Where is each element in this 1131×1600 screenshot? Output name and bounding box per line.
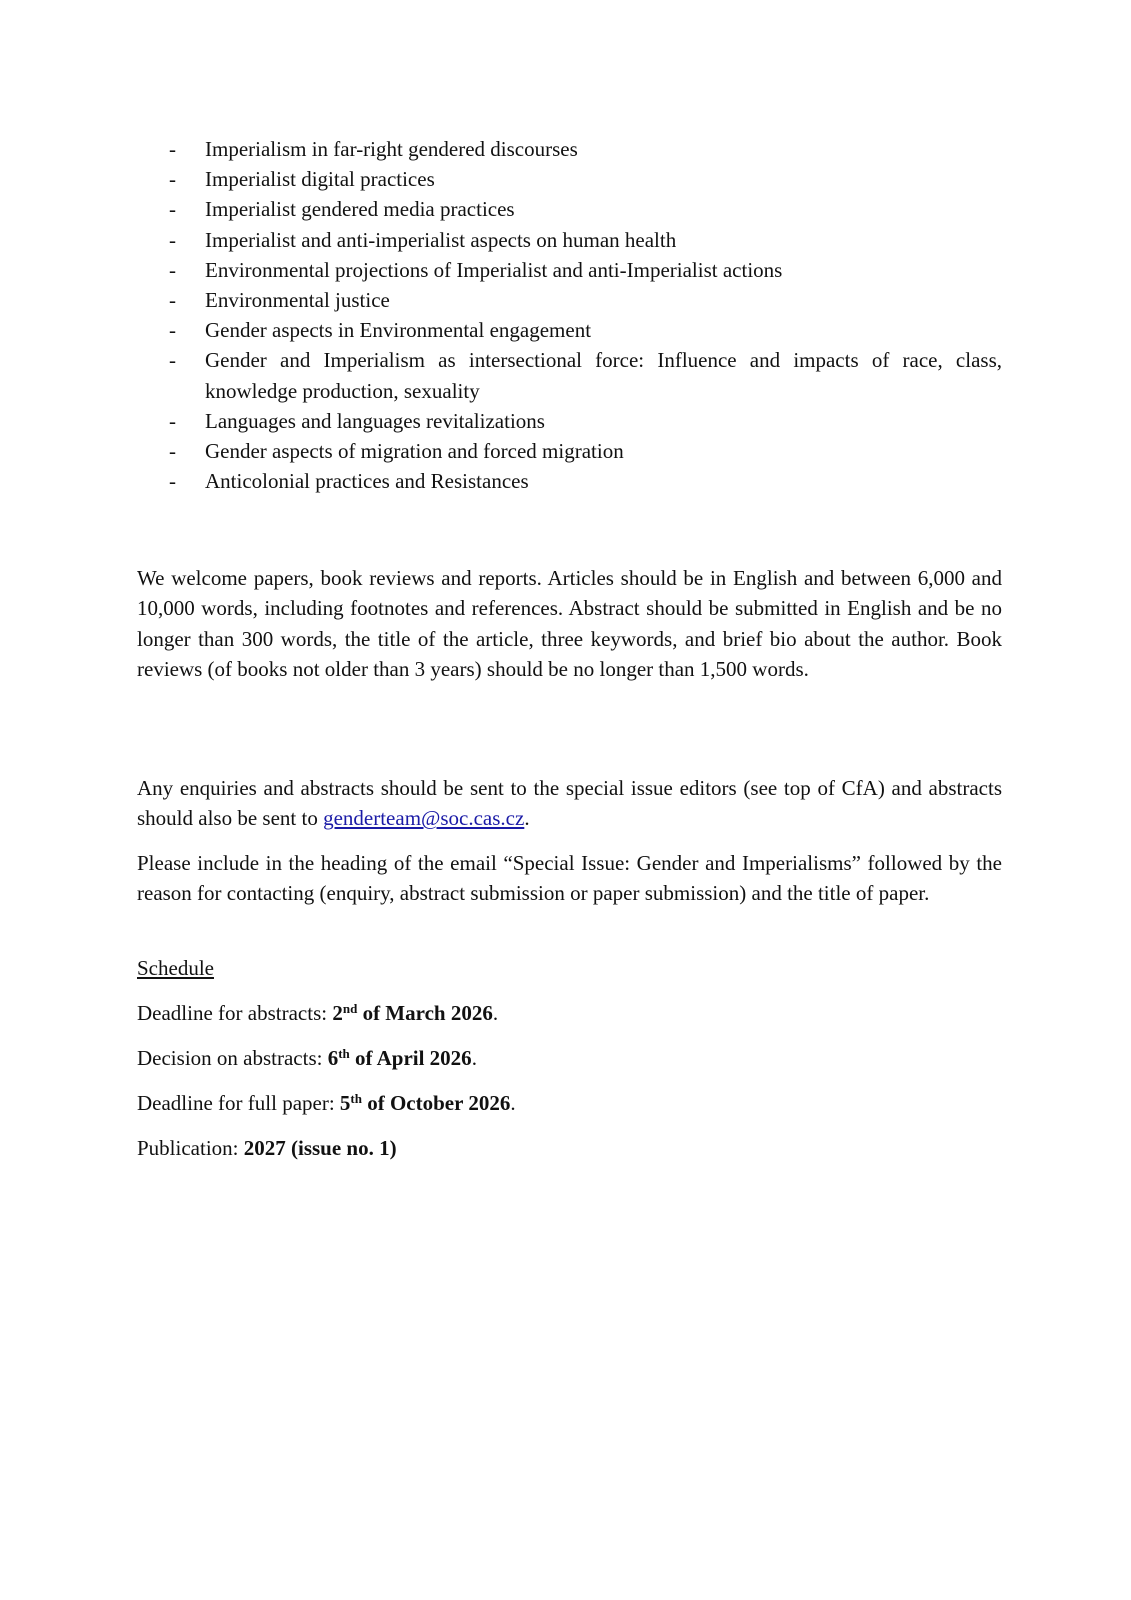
date-suffix: nd bbox=[342, 1001, 358, 1016]
list-item bbox=[166, 285, 1002, 315]
date-day: 5 bbox=[339, 1091, 351, 1115]
topic-text: Gender aspects in Environmental engagement bbox=[205, 318, 592, 343]
date-suffix: th bbox=[350, 1091, 362, 1106]
schedule-date bbox=[340, 1091, 510, 1115]
list-item bbox=[166, 164, 1002, 194]
schedule-date bbox=[332, 1001, 492, 1025]
topic-text: Imperialism in far-right gendered discourses bbox=[205, 137, 578, 161]
schedule-item bbox=[137, 1088, 516, 1118]
date-suffix: th bbox=[338, 1046, 350, 1061]
topic-text: Environmental justice bbox=[205, 288, 390, 313]
date-day: 2027 (issue no. 1) bbox=[243, 1136, 397, 1160]
schedule-end: . bbox=[492, 1001, 499, 1025]
topic-text: Environmental projections of Imperialist and anti-Imperialist actions bbox=[205, 257, 783, 282]
topic-text: Gender aspects of migration and forced migration bbox=[205, 439, 624, 464]
topic-text: Imperialist gendered media practices bbox=[205, 197, 515, 222]
enquiries-end: . bbox=[524, 806, 530, 831]
schedule-label: Deadline for full paper: bbox=[137, 1091, 340, 1115]
schedule-label: Publication: bbox=[137, 1136, 244, 1160]
list-item bbox=[166, 345, 1002, 405]
topic-text: Gender and Imperialism as intersectional force: Influence and impacts of race, class, knowledge production, sexuality bbox=[205, 348, 1002, 403]
list-item bbox=[166, 225, 1002, 255]
date-day: 6 bbox=[327, 1046, 339, 1070]
schedule-end: . bbox=[510, 1091, 516, 1115]
schedule-label: Deadline for abstracts: bbox=[137, 1001, 333, 1025]
list-item bbox=[166, 194, 1002, 224]
list-item bbox=[166, 406, 1002, 436]
schedule-item bbox=[137, 1133, 397, 1163]
bullet-dash: - bbox=[169, 167, 176, 192]
bullet-dash: - bbox=[169, 348, 176, 373]
enquiries-text: Any enquiries and abstracts should be sent to the special issue editors (see top of CfA) and abstracts should also be sent to bbox=[137, 776, 1002, 831]
date-day: 2 bbox=[332, 1001, 343, 1025]
submission-guidelines-paragraph: We welcome papers, book reviews and reports. Articles should be in English and between 6,000 and 10,000 words, including footnotes and references. Abstract should be submitted in English and be no longer than 300 words, the title of the article, three keywords, and brief bio about the author. Book reviews (of books not older than 3 years) should be no longer than 1,500 words. bbox=[137, 566, 1002, 682]
enquiries-paragraph bbox=[137, 773, 1002, 834]
bullet-dash: - bbox=[169, 257, 176, 282]
bullet-dash: - bbox=[169, 408, 176, 433]
bullet-dash: - bbox=[169, 318, 176, 343]
topic-text: Imperialist and anti-imperialist aspects on human health bbox=[205, 227, 677, 252]
date-rest: of April 2026 bbox=[349, 1046, 472, 1070]
list-item bbox=[166, 255, 1002, 285]
bullet-dash: - bbox=[169, 197, 176, 222]
bullet-dash: - bbox=[169, 288, 176, 313]
schedule-end: . bbox=[471, 1046, 477, 1070]
topic-text: Imperialist digital practices bbox=[205, 167, 435, 192]
bullet-dash: - bbox=[169, 227, 176, 252]
topics-list bbox=[166, 134, 1002, 496]
schedule-date bbox=[328, 1046, 472, 1070]
list-item bbox=[166, 315, 1002, 345]
date-rest: of October 2026 bbox=[361, 1091, 511, 1115]
schedule-item bbox=[137, 1043, 477, 1073]
list-item bbox=[166, 436, 1002, 466]
list-item bbox=[166, 134, 1002, 164]
email-heading-instructions: Please include in the heading of the email “Special Issue: Gender and Imperialisms” followed by the reason for contacting (enquiry, abstract submission or paper submission) and the title of paper. bbox=[137, 851, 1002, 906]
bullet-dash: - bbox=[169, 137, 176, 161]
date-rest: of March 2026 bbox=[357, 1001, 493, 1025]
schedule-date bbox=[244, 1136, 397, 1160]
schedule-label: Decision on abstracts: bbox=[137, 1046, 328, 1070]
topic-text: Languages and languages revitalizations bbox=[205, 408, 545, 433]
bullet-dash: - bbox=[169, 439, 176, 464]
bullet-dash: - bbox=[169, 469, 176, 494]
schedule-heading: Schedule bbox=[137, 956, 214, 980]
list-item bbox=[166, 466, 1002, 496]
schedule-item bbox=[137, 998, 498, 1028]
topic-text: Anticolonial practices and Resistances bbox=[205, 469, 529, 494]
email-link[interactable]: genderteam@soc.cas.cz bbox=[323, 806, 525, 831]
